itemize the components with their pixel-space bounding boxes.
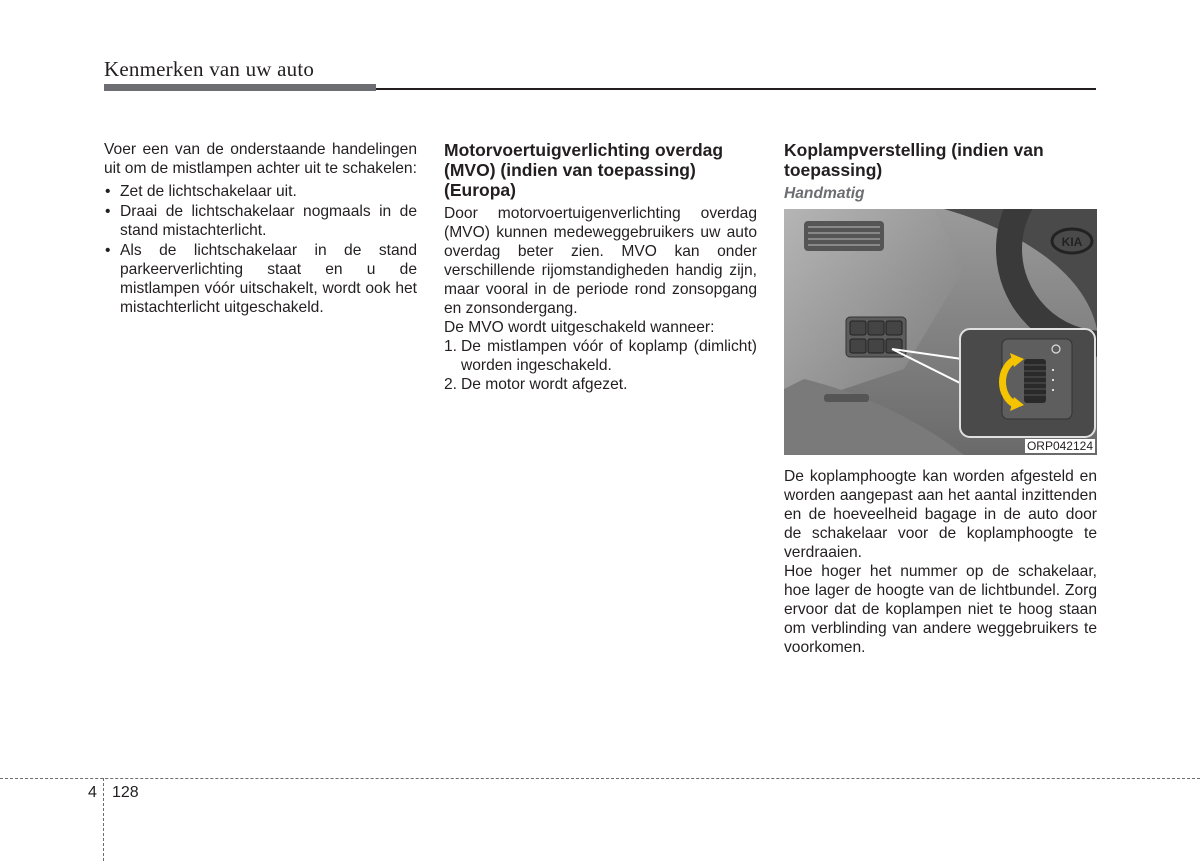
dashboard-figure xyxy=(784,209,1097,455)
mvo-paragraph-2: De MVO wordt uitgeschakeld wanneer: xyxy=(444,319,715,336)
list-item: 1. De mistlampen vóór of koplamp (dimlicht) worden ingeschakeld. xyxy=(444,338,757,374)
header-bar-thin xyxy=(376,88,1096,90)
header-bar-thick xyxy=(104,84,376,91)
section-heading-koplamp: Koplampverstelling (indien van toepassing) xyxy=(784,140,1044,180)
column-right xyxy=(784,140,1097,657)
bullet-list xyxy=(104,182,417,317)
leveling-dial xyxy=(1024,359,1046,403)
list-item: 2. De motor wordt afgezet. xyxy=(444,376,628,393)
list-item: • Zet de lichtschakelaar uit. xyxy=(105,183,297,200)
koplamp-paragraph-2: Hoe hoger het nummer op de schakelaar, hoe lager de hoogte van de lichtbundel. Zorg ervoor dat de koplampen niet te hoog staan om verblinding van andere weggebruikers te voorkomen. xyxy=(784,563,1097,656)
list-item: • Als de lichtschakelaar in de stand parkeerverlichting staat en u de mistlampen vóór uitschakelt, wordt ook het mistachterlicht uitgeschakeld. xyxy=(105,242,417,316)
koplamp-paragraph-1: De koplamphoogte kan worden afgesteld en worden aangepast aan het aantal inzittenden en de hoeveelheid bagage in de auto door de schakelaar voor de koplamphoogte te verdraaien. xyxy=(784,468,1097,561)
bullet-icon: • xyxy=(105,183,111,200)
subheading-handmatig: Handmatig xyxy=(784,185,865,202)
bullet-icon: • xyxy=(105,242,111,259)
page-number: 128 xyxy=(112,784,139,801)
figure-code: ORP042124 xyxy=(1026,439,1093,453)
dashboard-illustration xyxy=(784,209,1097,455)
kia-logo-text: KIA xyxy=(1061,235,1083,249)
section-heading-mvo: Motorvoertuigverlichting overdag (MVO) (indien van toepassing) (Europa) xyxy=(444,140,724,200)
steps-list xyxy=(444,337,757,394)
bullet-icon: • xyxy=(105,203,111,220)
footer-divider xyxy=(0,778,1200,779)
mvo-paragraph-1: Door motorvoertuigenverlichting overdag (MVO) kunnen medeweggebruikers uw auto overdag beter zien. MVO kan onder verschillende rijomstandigheden handig zijn, maar vooral in de periode rond zonsopgang en zonsondergang. xyxy=(444,205,757,317)
column-left xyxy=(104,140,417,318)
footer-vertical-divider xyxy=(103,778,104,861)
chapter-number: 4 xyxy=(88,784,97,801)
list-item: • Draai de lichtschakelaar nogmaals in de stand mistachterlicht. xyxy=(105,203,417,239)
intro-paragraph: Voer een van de onderstaande handelingen uit om de mistlampen achter uit te schakelen: xyxy=(104,141,417,177)
header-title: Kenmerken van uw auto xyxy=(104,57,315,81)
column-middle xyxy=(444,140,757,394)
